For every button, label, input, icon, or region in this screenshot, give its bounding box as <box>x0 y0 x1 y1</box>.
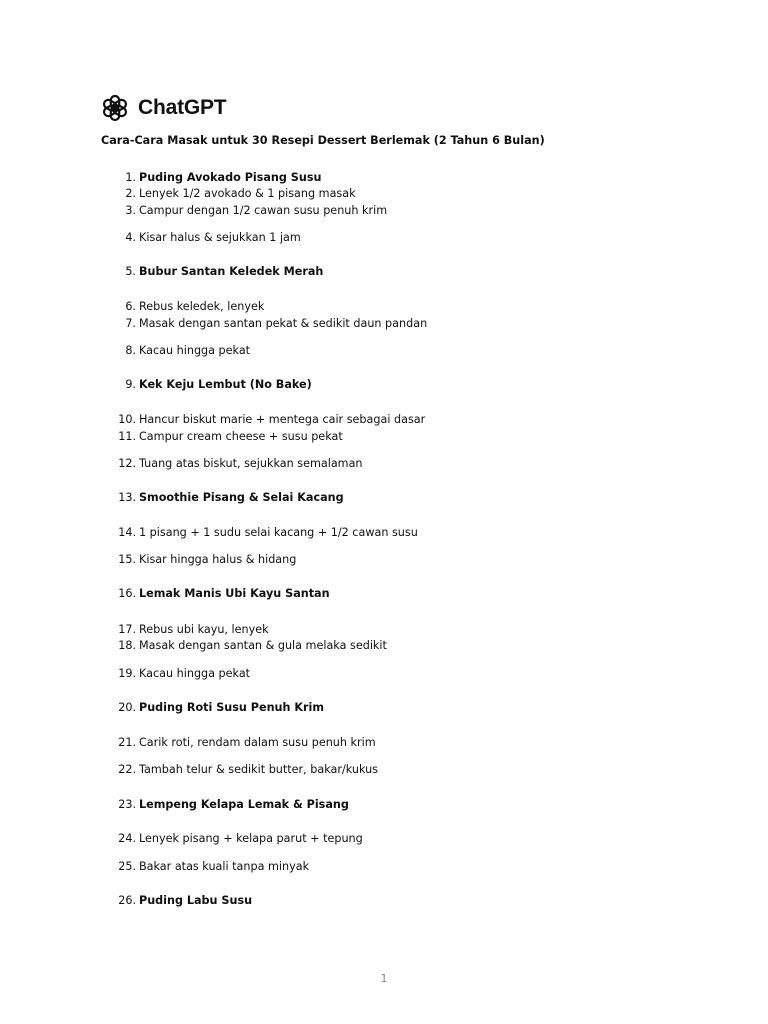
recipe-step-item <box>0 831 700 847</box>
list-number: 4. <box>125 231 136 244</box>
recipe-step-item <box>0 203 700 219</box>
list-number: 25. <box>118 860 136 873</box>
recipe-name: Lempeng Kelapa Lemak & Pisang <box>139 798 349 811</box>
recipe-step-item <box>0 456 700 472</box>
list-number: 22. <box>118 763 136 776</box>
list-number: 1. <box>125 171 136 184</box>
recipe-step-item <box>0 525 700 541</box>
recipe-step-item <box>0 552 700 568</box>
list-number: 21. <box>118 736 136 749</box>
recipe-step-item <box>0 859 700 875</box>
recipe-step-text: Masak dengan santan & gula melaka sedikit <box>139 639 387 652</box>
list-number: 18. <box>118 639 136 652</box>
recipe-step-item <box>0 622 700 638</box>
recipe-step-text: Campur dengan 1/2 cawan susu penuh krim <box>139 204 388 217</box>
recipe-heading-item <box>0 700 700 716</box>
recipe-name: Smoothie Pisang & Selai Kacang <box>139 491 344 504</box>
recipe-heading-item <box>0 893 700 909</box>
list-number: 10. <box>118 413 136 426</box>
list-number: 7. <box>125 317 136 330</box>
recipe-step-item <box>0 429 700 445</box>
list-number: 13. <box>118 491 136 504</box>
recipe-step-item <box>0 762 700 778</box>
recipe-step-item <box>0 343 700 359</box>
brand-name: ChatGPT <box>138 96 227 119</box>
recipe-heading-item <box>0 377 700 393</box>
list-number: 17. <box>118 623 136 636</box>
recipe-name: Kek Keju Lembut (No Bake) <box>139 378 312 391</box>
list-number: 14. <box>118 526 136 539</box>
page-number: 1 <box>380 972 388 985</box>
recipe-step-text: Bakar atas kuali tanpa minyak <box>139 860 310 873</box>
list-number: 5. <box>125 265 136 278</box>
recipe-name: Puding Roti Susu Penuh Krim <box>139 701 325 714</box>
recipe-heading-item <box>0 586 700 602</box>
list-number: 9. <box>125 378 136 391</box>
list-number: 24. <box>118 832 136 845</box>
list-number: 11. <box>118 430 136 443</box>
list-number: 15. <box>118 553 136 566</box>
recipe-step-text: Kacau hingga pekat <box>139 667 251 680</box>
recipe-step-text: Lenyek pisang + kelapa parut + tepung <box>139 832 363 845</box>
recipe-step-item <box>0 638 700 654</box>
recipe-name: Lemak Manis Ubi Kayu Santan <box>139 587 330 600</box>
recipe-step-text: Carik roti, rendam dalam susu penuh krim <box>139 736 376 749</box>
recipe-step-text: Tambah telur & sedikit butter, bakar/kukus <box>139 763 378 776</box>
recipe-step-text: Rebus ubi kayu, lenyek <box>139 623 269 636</box>
list-number: 6. <box>125 300 136 313</box>
recipe-step-item <box>0 186 700 202</box>
list-number: 19. <box>118 667 136 680</box>
recipe-step-item <box>0 666 700 682</box>
recipe-step-text: Campur cream cheese + susu pekat <box>139 430 343 443</box>
recipe-step-item <box>0 412 700 428</box>
list-number: 2. <box>125 187 136 200</box>
recipe-step-item <box>0 735 700 751</box>
recipe-name: Puding Labu Susu <box>139 894 253 907</box>
list-number: 23. <box>118 798 136 811</box>
recipe-heading-item <box>0 264 700 280</box>
recipe-name: Puding Avokado Pisang Susu <box>139 171 322 184</box>
list-number: 16. <box>118 587 136 600</box>
openai-logo-icon <box>100 93 130 123</box>
recipe-step-item <box>0 316 700 332</box>
recipe-step-text: Tuang atas biskut, sejukkan semalaman <box>139 457 363 470</box>
recipe-step-text: Rebus keledek, lenyek <box>139 300 265 313</box>
recipe-step-item <box>0 230 700 246</box>
list-number: 8. <box>125 344 136 357</box>
recipe-heading-item <box>0 797 700 813</box>
recipe-heading-item <box>0 170 700 186</box>
recipe-name: Bubur Santan Keledek Merah <box>139 265 324 278</box>
recipe-step-text: 1 pisang + 1 sudu selai kacang + 1/2 cawan susu <box>139 526 418 539</box>
recipe-step-text: Masak dengan santan pekat & sedikit daun pandan <box>139 317 428 330</box>
recipe-step-text: Kacau hingga pekat <box>139 344 251 357</box>
list-number: 3. <box>125 204 136 217</box>
chatgpt-header <box>100 93 226 123</box>
list-number: 20. <box>118 701 136 714</box>
document-title: Cara-Cara Masak untuk 30 Resepi Dessert Berlemak (2 Tahun 6 Bulan) <box>101 134 545 147</box>
recipe-step-text: Kisar hingga halus & hidang <box>139 553 297 566</box>
recipe-heading-item <box>0 490 700 506</box>
list-number: 12. <box>118 457 136 470</box>
recipe-step-text: Hancur biskut marie + mentega cair sebagai dasar <box>139 413 426 426</box>
recipe-step-item <box>0 299 700 315</box>
recipe-step-text: Lenyek 1/2 avokado & 1 pisang masak <box>139 187 356 200</box>
recipe-step-text: Kisar halus & sejukkan 1 jam <box>139 231 301 244</box>
list-number: 26. <box>118 894 136 907</box>
